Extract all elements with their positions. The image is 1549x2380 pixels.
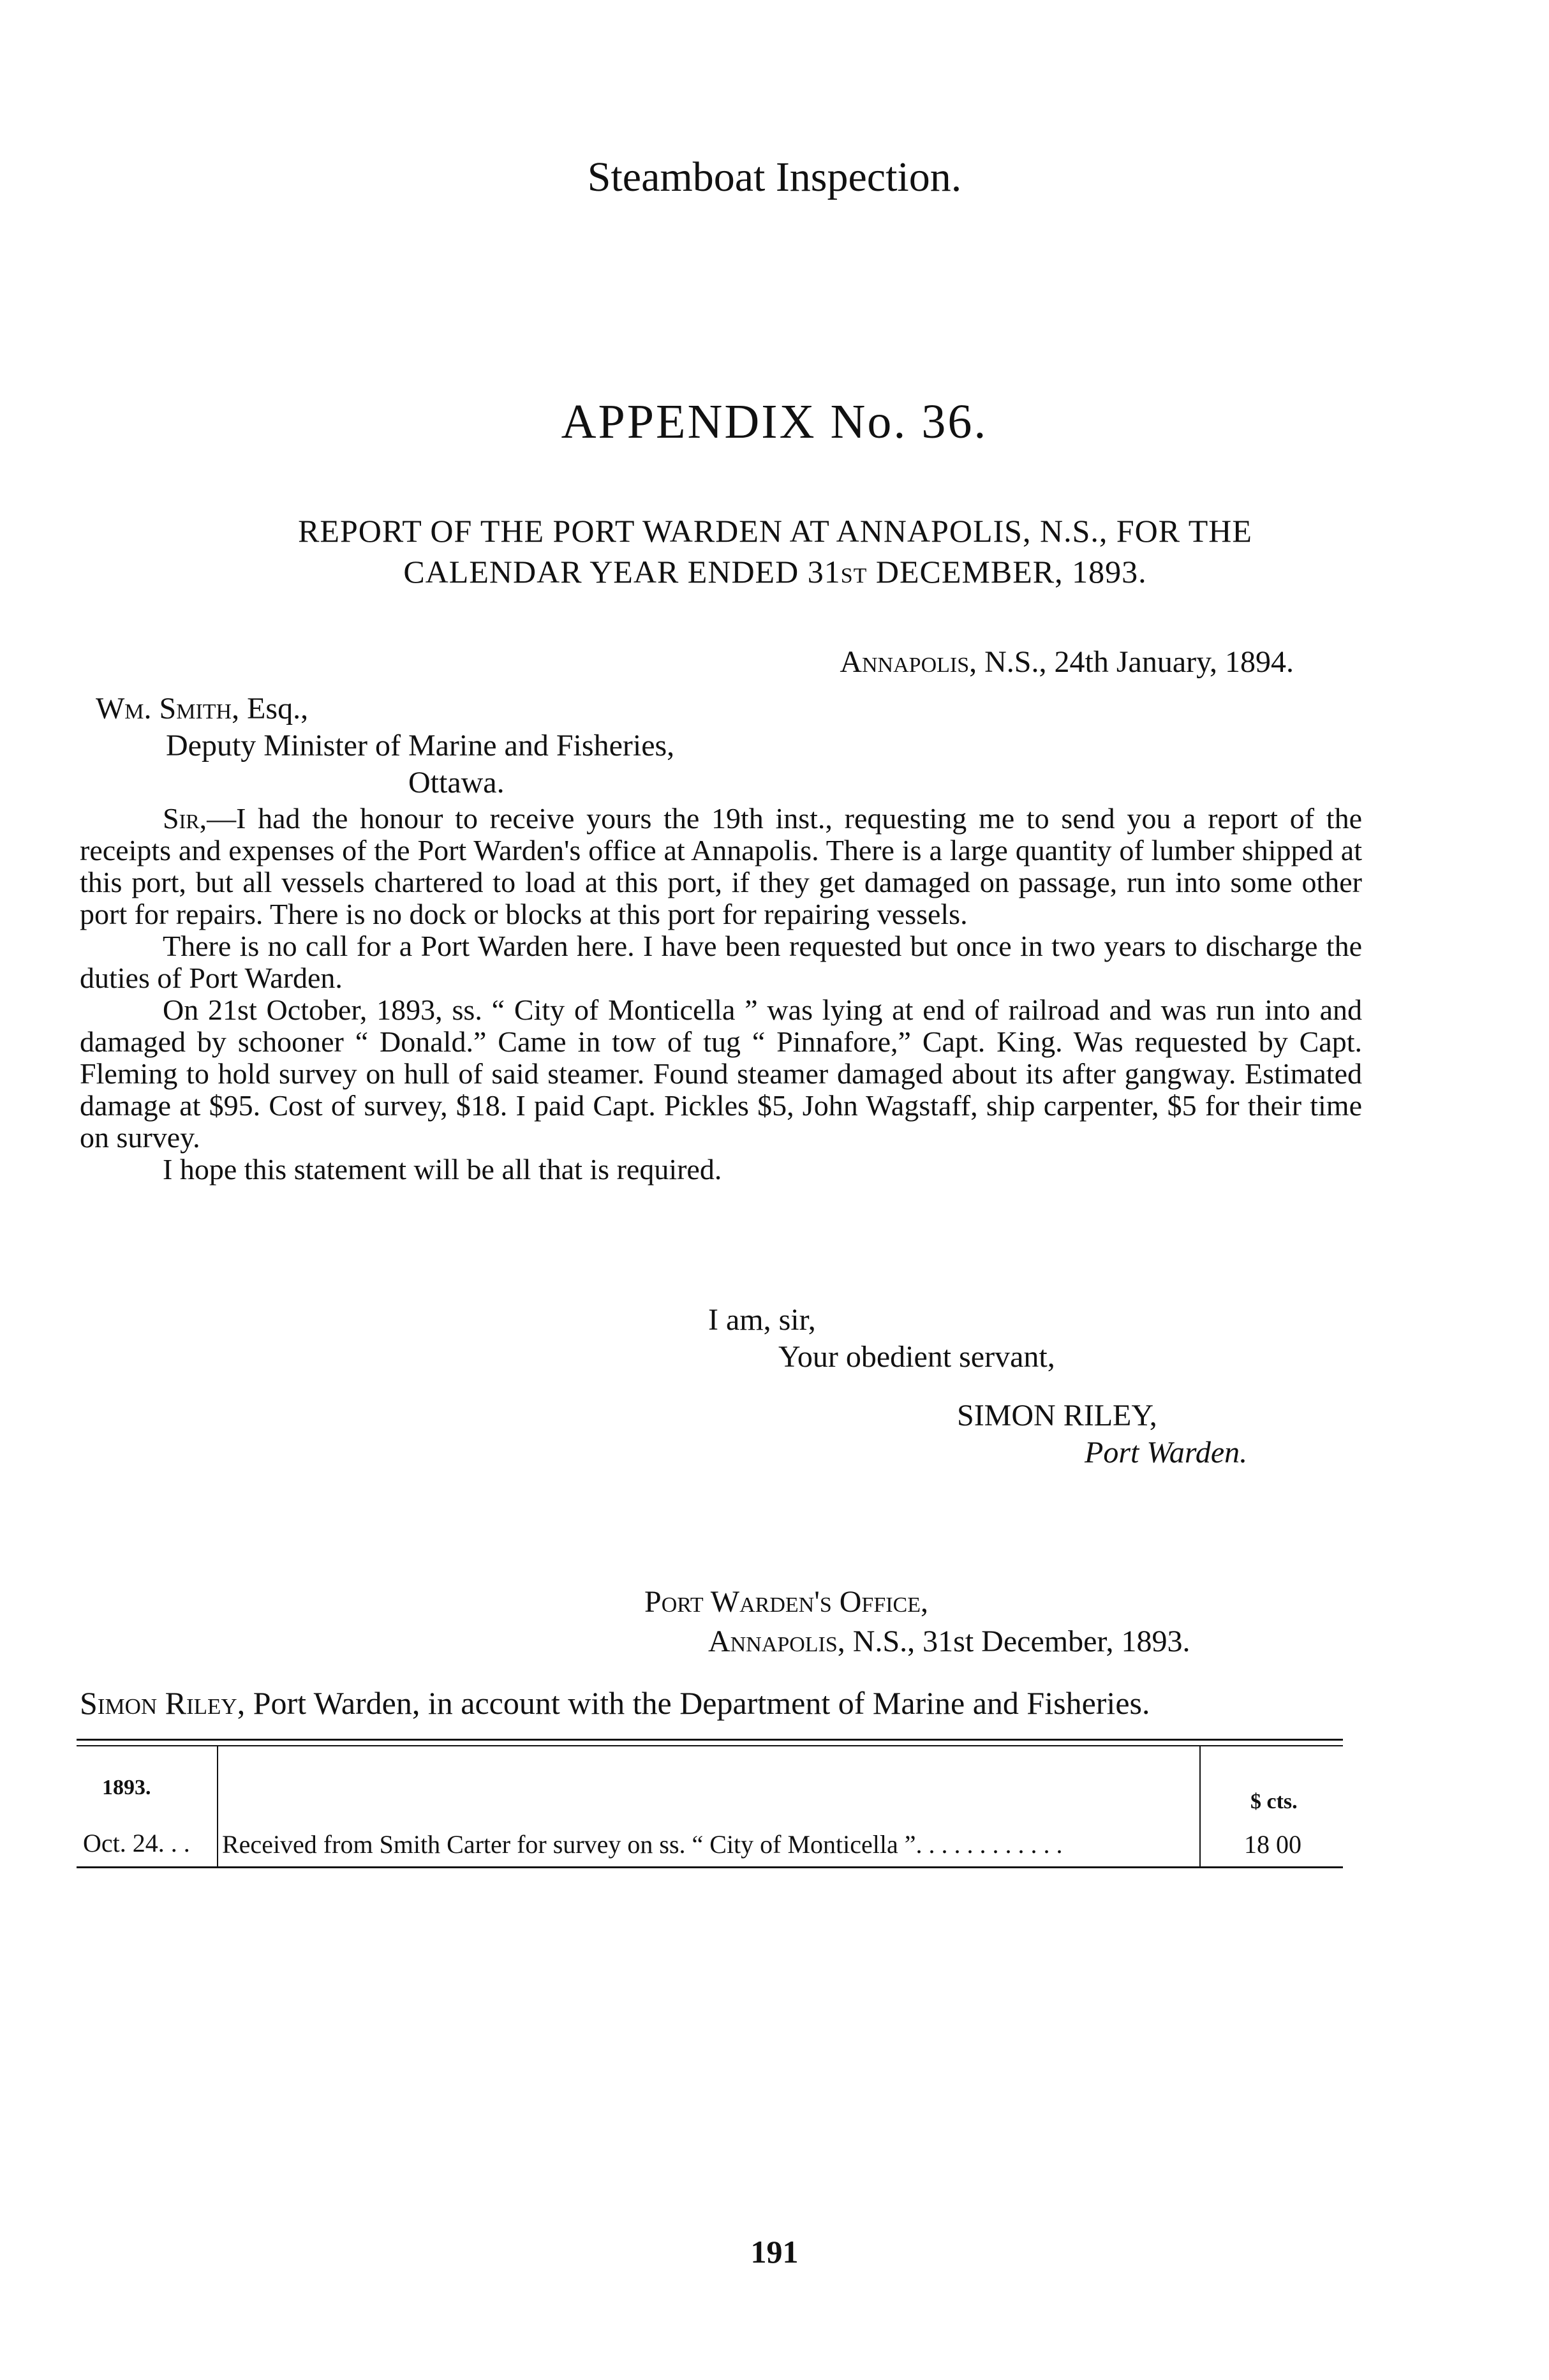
letter-date-line [840, 644, 1294, 680]
office-name: Port Warden's Office, [644, 1585, 929, 1619]
closing-line2: Your obedient servant, [778, 1340, 1055, 1374]
office-date: , N.S., 31st December, 1893. [837, 1625, 1190, 1658]
letter-place: Annapolis [840, 645, 970, 679]
ledger-rule-bottom [77, 1866, 1343, 1868]
body-p1-text: —I had the honour to receive yours the 19th inst., requesting me to send you a report of the receipts and expenses of the Port Warden's office at Annapolis. There is a large quantity of lumber shipped at this port, but all vessels chartered to load at this port, if they get damaged on passage, run into some other port for repairs. There is no dock or blocks at this port for repairing vessels. [80, 802, 1362, 930]
ledger-rule-top [77, 1739, 1343, 1741]
addressee-title: Deputy Minister of Marine and Fisheries, [166, 729, 675, 762]
report-title-line1: REPORT OF THE PORT WARDEN AT ANNAPOLIS, N.S., FOR THE [298, 513, 1252, 549]
addressee-esq: , Esq., [232, 692, 309, 725]
office-place: Annapolis [708, 1625, 838, 1658]
signature: SIMON RILEY, [957, 1399, 1157, 1432]
addressee-block [96, 670, 674, 801]
report-title-line2-sup: ST [840, 564, 868, 588]
body-paragraph-2: There is no call for a Port Warden here. I have been requested but once in two years to discharge the duties of Port Warden. [80, 930, 1362, 994]
ledger-currency-header: $ cts. [1250, 1790, 1298, 1813]
report-title [153, 510, 1397, 597]
account-heading [80, 1685, 1356, 1722]
salutation: Sir, [163, 802, 207, 835]
closing-line1: I am, sir, [708, 1303, 816, 1337]
ledger-description: Received from Smith Carter for survey on ss. “ City of Monticella ”. . . . . . . . . . . . [222, 1830, 1063, 1859]
addressee-name: Wm. Smith [96, 692, 232, 725]
ledger-divider-amount [1199, 1746, 1201, 1866]
account-name: Simon Riley [80, 1685, 237, 1721]
appendix-title: APPENDIX No. 36. [561, 395, 988, 449]
body-paragraph-3: On 21st October, 1893, ss. “ City of Monticella ” was lying at end of railroad and was run into and damaged by schooner “ Donald.” Came in tow of tug “ Pinnafore,” Capt. King. Was requested by Capt. Fleming to hold survey on hull of said steamer. Found steamer damaged about its after gangway. Estimated damage at $95. Cost of survey, $18. I paid Capt. Pickles $5, John Wagstaff, ship carpenter, $5 for their time on survey. [80, 993, 1362, 1154]
report-title-line2-post: DECEMBER, 1893. [867, 554, 1147, 590]
report-title-line2 [153, 551, 1397, 597]
letter-date: , N.S., 24th January, 1894. [969, 645, 1294, 679]
ledger-year: 1893. [102, 1776, 151, 1799]
office-heading [644, 1582, 1190, 1662]
page-number: 191 [750, 2234, 799, 2270]
ledger-date: Oct. 24. . . [83, 1829, 190, 1857]
ledger-table [77, 1739, 1343, 1879]
report-title-line2-pre: CALENDAR YEAR ENDED 31 [403, 554, 841, 590]
body-paragraph-4: I hope this statement will be all that is required. [163, 1153, 722, 1186]
ledger-divider-date [217, 1746, 218, 1866]
body-paragraph-1 [80, 803, 1362, 930]
running-head: Steamboat Inspection. [587, 154, 962, 200]
account-rest: , Port Warden, in account with the Department of Marine and Fisheries. [237, 1685, 1150, 1721]
letter-body [80, 803, 1362, 1186]
ledger-amount: 18 00 [1244, 1830, 1301, 1859]
ledger-rule-top-inner [77, 1745, 1343, 1746]
addressee-city: Ottawa. [408, 766, 505, 800]
signature-role: Port Warden. [1085, 1436, 1248, 1469]
